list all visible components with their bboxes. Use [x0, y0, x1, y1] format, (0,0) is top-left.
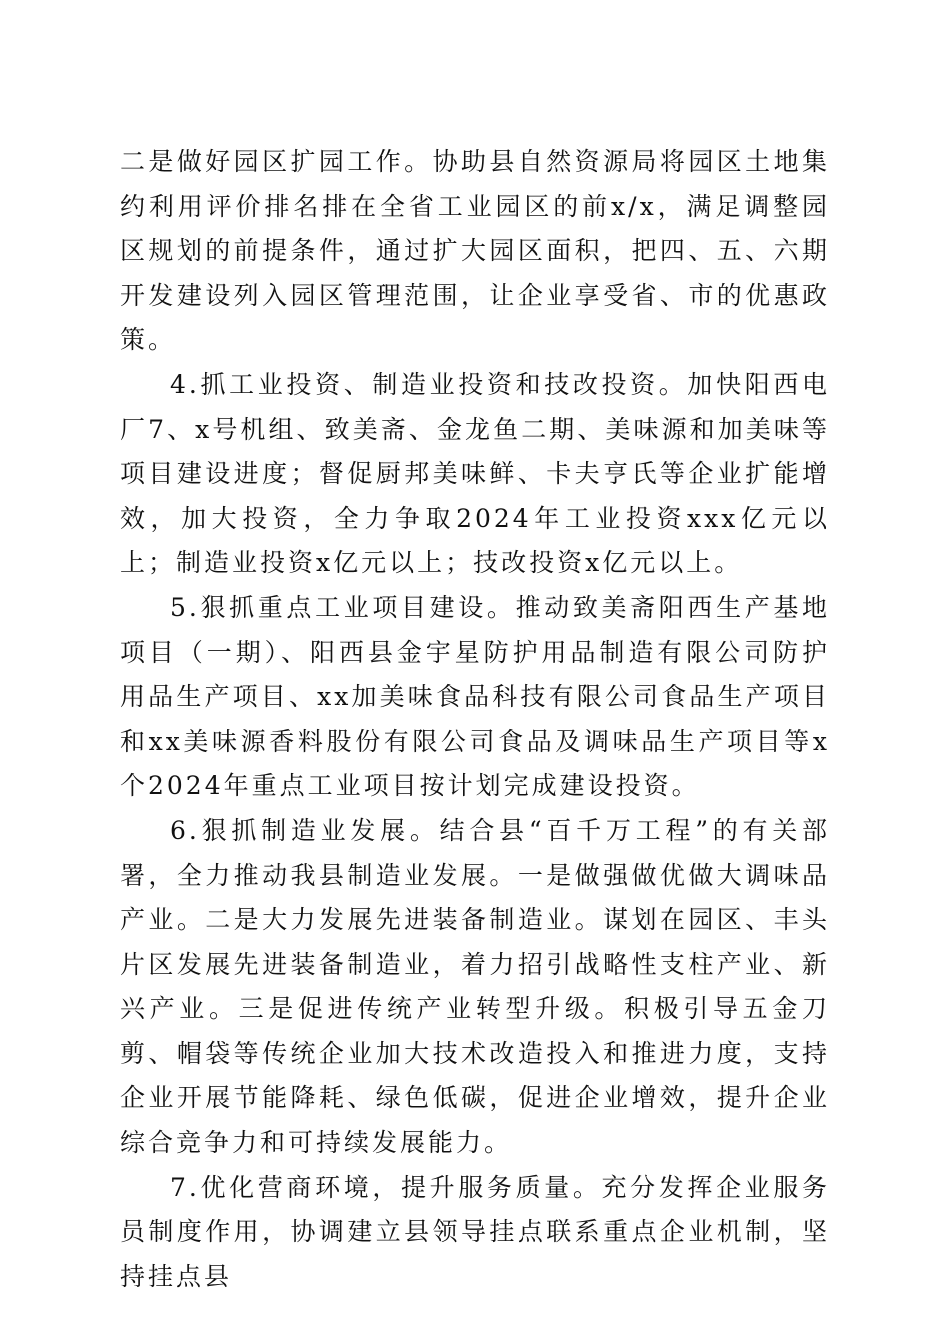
paragraph-business-environment: 7.优化营商环境，提升服务质量。充分发挥企业服务员制度作用，协调建立县领导挂点联系重点企业机制，坚持挂点县: [120, 1172, 830, 1291]
paragraph-park-expansion: 二是做好园区扩园工作。协助县自然资源局将园区土地集约利用评价排名排在全省工业园区的前x/x，满足调整园区规划的前提条件，通过扩大园区面积，把四、五、六期开发建设列入园区管理范围，让企业享受省、市的优惠政策。: [120, 147, 830, 355]
paragraph-industrial-investment: 4.抓工业投资、制造业投资和技改投资。加快阳西电厂7、x号机组、致美斋、金龙鱼二期、美味源和加美味等项目建设进度；督促厨邦美味鲜、卡夫亨氏等企业扩能增效，加大投资，全力争取2024年工业投资xxx亿元以上；制造业投资x亿元以上；技改投资x亿元以上。: [120, 369, 830, 578]
paragraph-key-projects: 5.狠抓重点工业项目建设。推动致美斋阳西生产基地项目（一期）、阳西县金宇星防护用品制造有限公司防护用品生产项目、xx加美味食品科技有限公司食品生产项目和xx美味源香料股份有限公司食品及调味品生产项目等x个2024年重点工业项目按计划完成建设投资。: [120, 592, 830, 801]
document-body: [120, 140, 830, 1299]
paragraph-manufacturing-development: 6.狠抓制造业发展。结合县“百千万工程”的有关部署，全力推动我县制造业发展。一是做强做优做大调味品产业。二是大力发展先进装备制造业。谋划在园区、丰头片区发展先进装备制造业，着力招引战略性支柱产业、新兴产业。三是促进传统产业转型升级。积极引导五金刀剪、帽袋等传统企业加大技术改造投入和推进力度，支持企业开展节能降耗、绿色低碳，促进企业增效，提升企业综合竞争力和可持续发展能力。: [120, 815, 830, 1158]
